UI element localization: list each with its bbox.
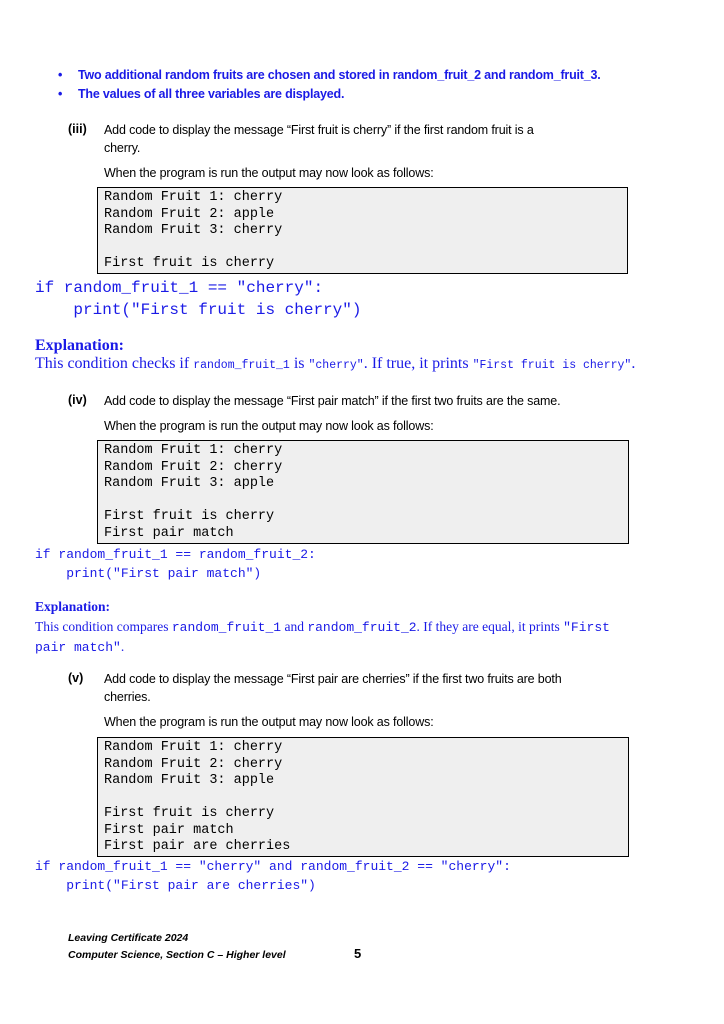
- sample-output-box: Random Fruit 1: cherry Random Fruit 2: apple Random Fruit 3: cherry First fruit is cherry: [97, 187, 628, 274]
- bullet-list: [58, 66, 601, 104]
- question-number: (iv): [68, 393, 87, 407]
- footer: Leaving Certificate 2024 Computer Science, Section C – Higher level: [68, 932, 286, 961]
- output-intro: When the program is run the output may now look as follows:: [104, 419, 434, 433]
- question-text: Add code to display the message “First pair match” if the first two fruits are the same.: [104, 394, 561, 408]
- answer-code: if random_fruit_1 == "cherry": print("First fruit is cherry"): [35, 279, 362, 319]
- output-intro: When the program is run the output may now look as follows:: [104, 715, 434, 729]
- page-number: 5: [354, 946, 362, 961]
- explanation-heading: Explanation:: [35, 337, 124, 354]
- explanation-text: This condition checks if random_fruit_1 is "cherry". If true, it prints "First fruit is cherry".: [35, 355, 636, 372]
- output-intro: When the program is run the output may now look as follows:: [104, 166, 434, 180]
- question-text: Add code to display the message “First fruit is cherry” if the first random fruit is a cherry.: [104, 123, 534, 155]
- bullet-item: • The values of all three variables are displayed.: [58, 85, 601, 104]
- explanation-text: This condition compares random_fruit_1 and random_fruit_2. If they are equal, it prints "First pair match".: [35, 619, 610, 655]
- bullet-item: • Two additional random fruits are chosen and stored in random_fruit_2 and random_fruit_3.: [58, 66, 601, 85]
- bullet-dot-icon: •: [58, 87, 63, 101]
- bullet-dot-icon: •: [58, 68, 63, 82]
- explanation-heading: Explanation:: [35, 599, 111, 614]
- answer-code: if random_fruit_1 == "cherry" and random_fruit_2 == "cherry": print("First pair are cherries"): [35, 859, 511, 893]
- sample-output-box: Random Fruit 1: cherry Random Fruit 2: cherry Random Fruit 3: apple First fruit is cherry First pair match: [97, 440, 629, 544]
- question-number: (iii): [68, 122, 87, 136]
- question-number: (v): [68, 671, 84, 685]
- question-text: Add code to display the message “First pair are cherries” if the first two fruits are both cherries.: [104, 672, 562, 704]
- sample-output-box: Random Fruit 1: cherry Random Fruit 2: cherry Random Fruit 3: apple First fruit is cherry First pair match First pair are cherries: [97, 737, 629, 857]
- answer-code: if random_fruit_1 == random_fruit_2: print("First pair match"): [35, 547, 316, 581]
